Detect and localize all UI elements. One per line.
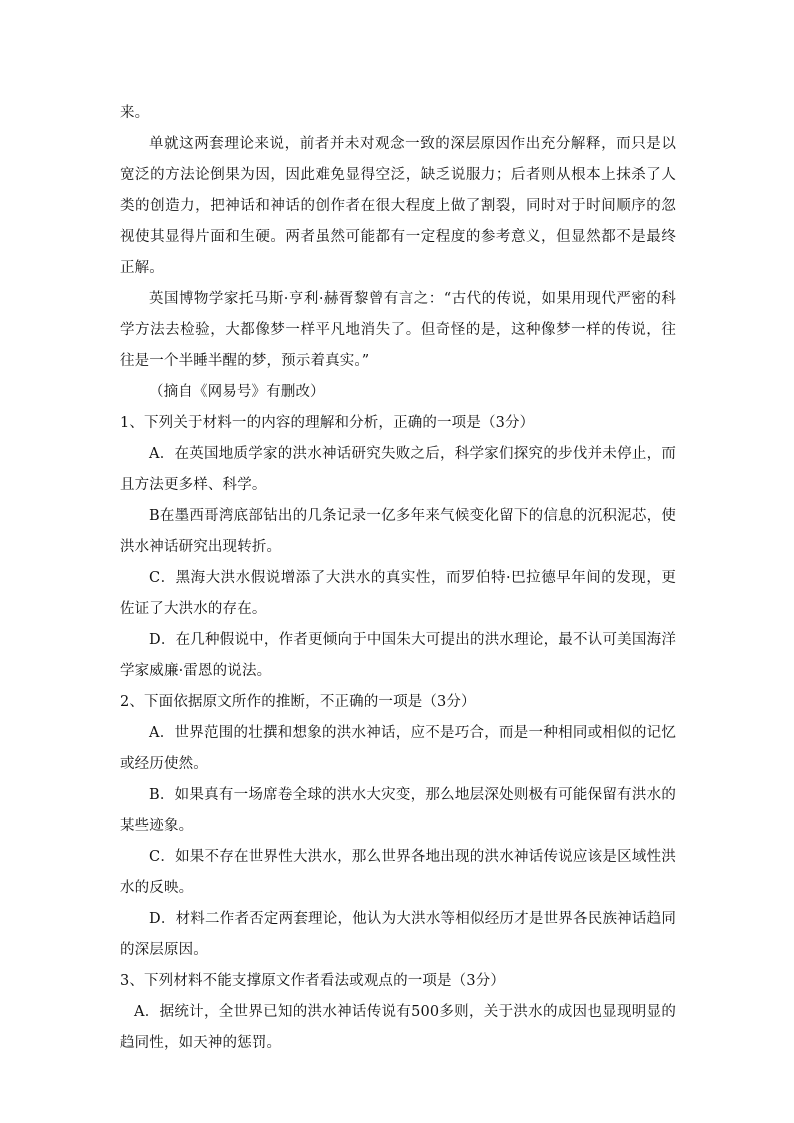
question-option: D．材料二作者否定两套理论，他认为大洪水等相似经历才是世界各民族神话趋同的深层原因。 xyxy=(120,911,676,958)
question-option: A．据统计，全世界已知的洪水神话传说有500多则，关于洪水的成因也显现明显的趋同性，如天神的惩罚。 xyxy=(120,1004,676,1051)
source-note: （摘自《网易号》有删改） xyxy=(149,384,325,400)
document-body xyxy=(120,98,676,1059)
question-option: A．在英国地质学家的洪水神话研究失败之后，科学家们探究的步伐并未停止，而且方法更多样、科学。 xyxy=(120,446,676,493)
question-1 xyxy=(120,408,676,687)
question-option: A．世界范围的壮撰和想象的洪水神话，应不是巧合，而是一种相同或相似的记忆或经历使然。 xyxy=(120,725,676,772)
paragraph-theory-critique: 单就这两套理论来说，前者并未对观念一致的深层原因作出充分解释，而只是以宽泛的方法论倒果为因，因此难免显得空泛，缺乏说服力；后者则从根本上抹杀了人类的创造力，把神话和神话的创作者在很大程度上做了割裂，同时对于时间顺序的忽视使其显得片面和生硬。两者虽然可能都有一定程度的参考意义，但显然都不是最终正解。 xyxy=(120,136,676,276)
question-option: D．在几种假说中，作者更倾向于中国朱大可提出的洪水理论，最不认可美国海洋学家威廉·雷恩的说法。 xyxy=(120,632,676,679)
question-2 xyxy=(120,687,676,966)
question-option: C．如果不存在世界性大洪水，那么世界各地出现的洪水神话传说应该是区域性洪水的反映。 xyxy=(120,849,676,896)
question-option: B．如果真有一场席卷全球的洪水大灾变，那么地层深处则极有可能保留有洪水的某些迹象。 xyxy=(120,787,676,834)
paragraph-continuation: 来。 xyxy=(120,105,150,121)
question-stem: 2、下面依据原文所作的推断，不正确的一项是（3分） xyxy=(120,694,476,710)
question-3 xyxy=(120,966,676,1059)
question-stem: 1、下列关于材料一的内容的理解和分析，正确的一项是（3分） xyxy=(120,415,535,431)
question-stem: 3、下列材料不能支撑原文作者看法或观点的一项是（3分） xyxy=(120,973,505,989)
question-option: B在墨西哥湾底部钻出的几条记录一亿多年来气候变化留下的信息的沉积泥芯，使洪水神话研究出现转折。 xyxy=(120,508,676,555)
paragraph-huxley-quote: 英国博物学家托马斯·亨利·赫胥黎曾有言之：“古代的传说，如果用现代严密的科学方法去检验，大都像梦一样平凡地消失了。但奇怪的是，这种像梦一样的传说，往往是一个半睡半醒的梦，预示着真实。” xyxy=(120,291,676,369)
question-option: C．黑海大洪水假说增添了大洪水的真实性，而罗伯特·巴拉德早年间的发现，更佐证了大洪水的存在。 xyxy=(120,570,676,617)
